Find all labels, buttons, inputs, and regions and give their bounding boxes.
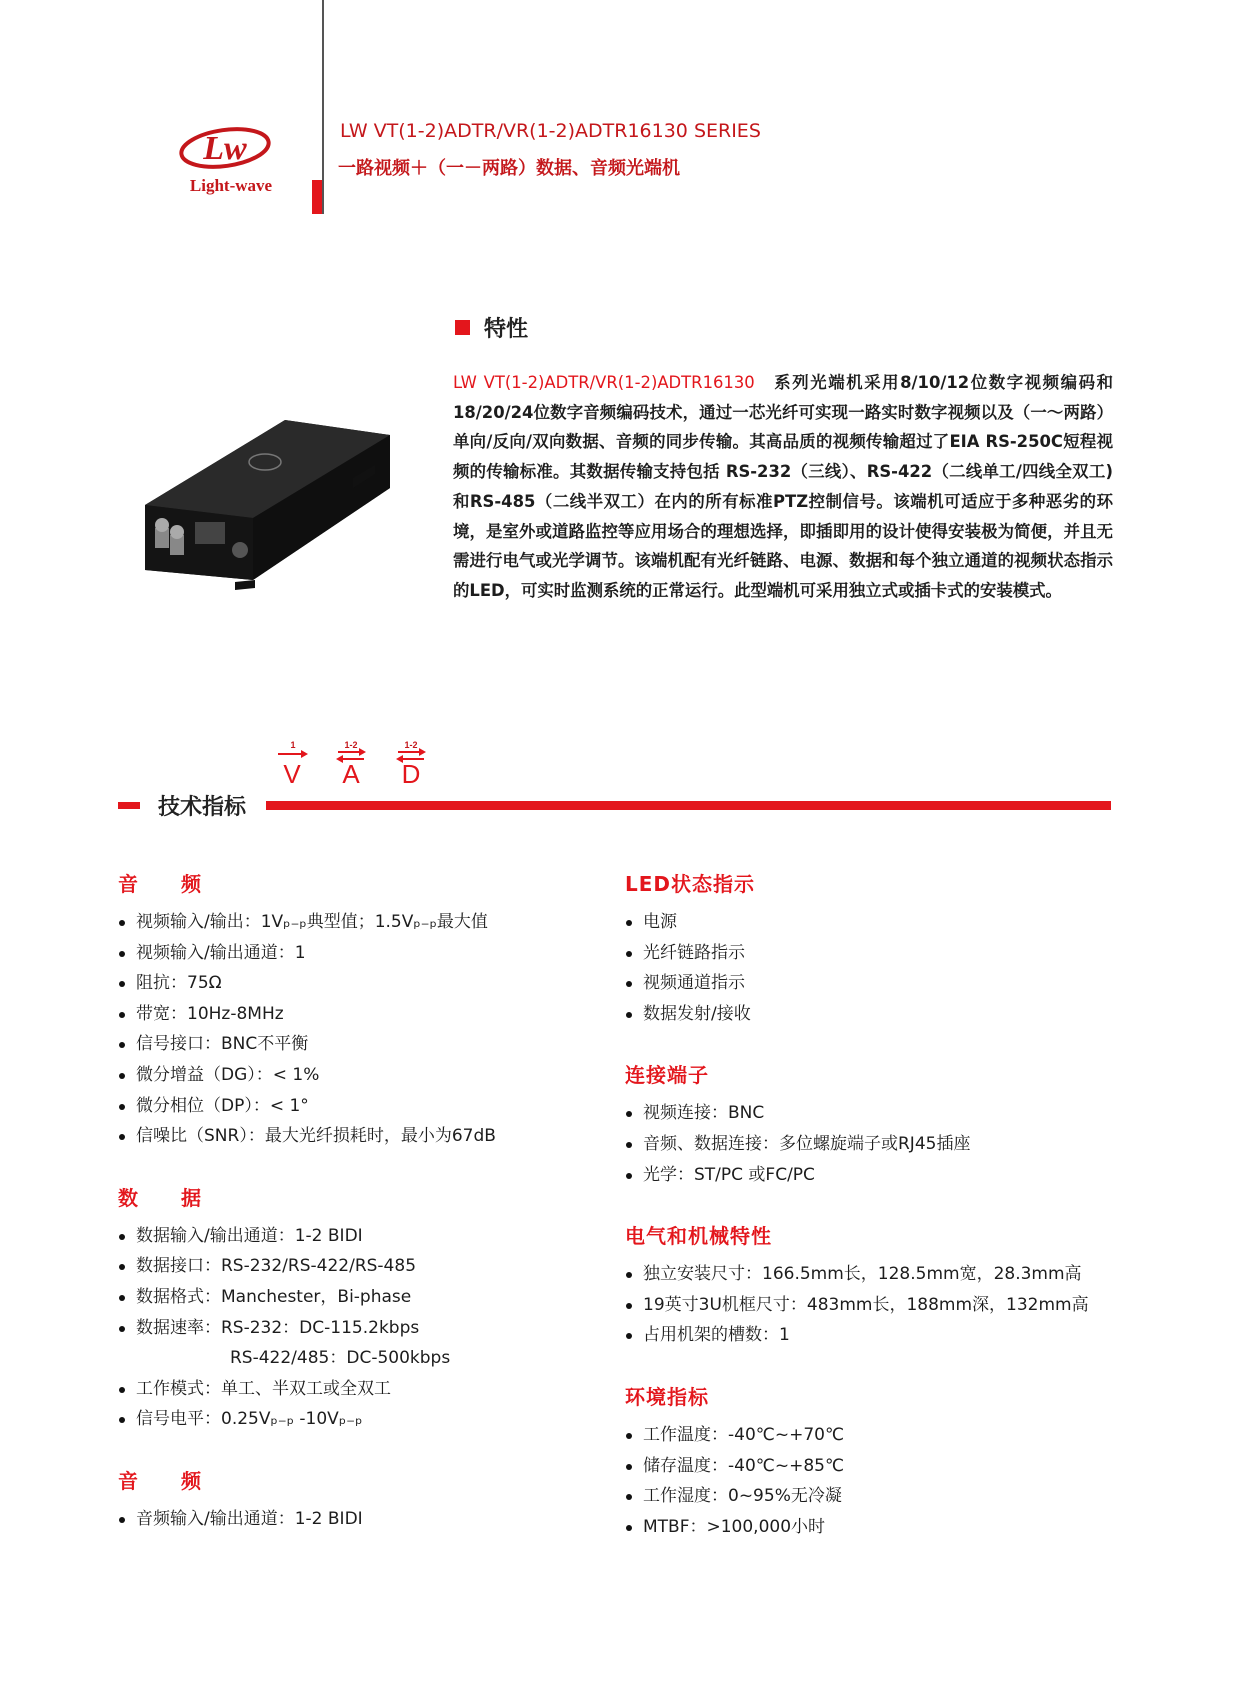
tech-heading xyxy=(118,790,246,821)
spec-item: 信号接口：BNC不平衡 xyxy=(118,1029,638,1060)
vad-indicator xyxy=(268,735,448,795)
tech-title: 技术指标 xyxy=(158,795,247,820)
features-heading xyxy=(455,312,528,343)
vad-a-letter: A xyxy=(342,759,360,789)
spec-item: 信噪比（SNR）：最大光纤损耗时，最小为67dB xyxy=(118,1121,638,1152)
spec-item: 视频输入/输出通道：1 xyxy=(118,938,638,969)
features-model: LW VT(1-2)ADTR/VR(1-2)ADTR16130 xyxy=(453,373,755,392)
vad-d-number: 1-2 xyxy=(404,740,418,750)
section-title: LED状态指示 xyxy=(625,872,756,896)
spec-item: 信号电平：0.25Vₚ₋ₚ -10Vₚ₋ₚ xyxy=(118,1404,638,1435)
spec-item: 储存温度：-40℃~+85℃ xyxy=(625,1451,1145,1482)
spec-item: 数据输入/输出通道：1-2 BIDI xyxy=(118,1221,638,1252)
section-video xyxy=(118,868,638,1152)
spec-item: 数据发射/接收 xyxy=(625,999,1145,1030)
heading-square-icon xyxy=(455,320,470,335)
vad-d-letter: D xyxy=(401,759,421,789)
header-divider-line xyxy=(322,0,324,214)
vad-v-letter: V xyxy=(283,759,301,789)
section-title: 电气和机械特性 xyxy=(625,1224,772,1249)
spec-item: 数据格式：Manchester，Bi-phase xyxy=(118,1282,638,1313)
spec-item: 19英寸3U机框尺寸：483mm长，188mm深，132mm高 xyxy=(625,1290,1145,1321)
section-title: 数 据 xyxy=(118,1185,202,1210)
header-red-marker xyxy=(312,180,322,214)
spec-item: MTBF：>100,000小时 xyxy=(625,1512,1145,1543)
spec-item: 数据接口：RS-232/RS-422/RS-485 xyxy=(118,1251,638,1282)
spec-item: 视频输入/输出：1Vₚ₋ₚ典型值；1.5Vₚ₋ₚ最大值 xyxy=(118,907,638,938)
spec-item: 视频通道指示 xyxy=(625,968,1145,999)
spec-item: 工作模式：单工、半双工或全双工 xyxy=(118,1374,638,1405)
product-image xyxy=(125,410,395,610)
section-title: 连接端子 xyxy=(625,1063,709,1088)
features-description xyxy=(453,368,1113,606)
spec-item: 微分增益（DG）：< 1% xyxy=(118,1060,638,1091)
spec-item: 数据速率：RS-232：DC-115.2kbps xyxy=(118,1313,638,1344)
section-audio xyxy=(118,1465,638,1535)
spec-item: 电源 xyxy=(625,907,1145,938)
vad-a-number: 1-2 xyxy=(344,740,358,750)
spec-item: 视频连接：BNC xyxy=(625,1098,1145,1129)
spec-item: 音频输入/输出通道：1-2 BIDI xyxy=(118,1504,638,1535)
spec-item: 音频、数据连接：多位螺旋端子或RJ45插座 xyxy=(625,1129,1145,1160)
spec-item: 光纤链路指示 xyxy=(625,938,1145,969)
features-title: 特性 xyxy=(484,317,529,342)
section-title: 环境指标 xyxy=(625,1384,709,1409)
tech-heading-bar xyxy=(266,801,1111,810)
spec-item: 工作湿度：0~95%无冷凝 xyxy=(625,1481,1145,1512)
spec-item: 光学：ST/PC 或FC/PC xyxy=(625,1160,1145,1191)
logo-text: Light-wave xyxy=(189,176,273,195)
series-title-cn: 一路视频＋（一－两路）数据、音频光端机 xyxy=(338,158,680,179)
spec-item: 占用机架的槽数：1 xyxy=(625,1320,1145,1351)
spec-item: 阻抗：75Ω xyxy=(118,968,638,999)
spec-item: 带宽：10Hz-8MHz xyxy=(118,999,638,1030)
spec-item-continuation: RS-422/485：DC-500kbps xyxy=(230,1348,451,1369)
series-title-en: LW VT(1-2)ADTR/VR(1-2)ADTR16130 SERIES xyxy=(340,120,761,142)
spec-item: 微分相位（DP）：< 1° xyxy=(118,1091,638,1122)
section-environment xyxy=(625,1381,1145,1542)
tech-heading-marker xyxy=(118,802,140,809)
section-title: 音 频 xyxy=(118,1468,202,1493)
specs-right-column xyxy=(625,868,1145,1572)
section-led-status xyxy=(625,868,1145,1029)
features-text: 系列光端机采用8/10/12位数字视频编码和18/20/24位数字音频编码技术，通过一芯光纤可实现一路实时数字视频以及（一～两路）单向/反向/双向数据、音频的同步传输。其高品质的视频传输超过了EIA RS-250C短程视频的传输标准。其数据传输支持包括 RS-232（三线）、RS-422（二线单工/四线全双工) 和RS-485（二线半双工）在内的所有标准PTZ控制信号。该端机可适应于多种恶劣的环境，是室外或道路监控等应用场合的理想选择，即插即用的设计使得安装极为简便，并且无需进行电气或光学调节。该端机配有光纤链路、电源、数据和每个独立通道的视频状态指示的LED，可实时监测系统的正常运行。此型端机可采用独立式或插卡式的安装模式。 xyxy=(453,373,1113,600)
logo-mark: Lw xyxy=(203,130,247,167)
vad-v-number: 1 xyxy=(290,740,296,750)
spec-item: 工作温度：-40℃~+70℃ xyxy=(625,1420,1145,1451)
section-electrical-mechanical xyxy=(625,1220,1145,1351)
section-title: 音 频 xyxy=(118,872,202,896)
section-data xyxy=(118,1182,638,1435)
section-connectors xyxy=(625,1059,1145,1190)
specs-left-column xyxy=(118,868,638,1565)
spec-item: 独立安装尺寸：166.5mm长，128.5mm宽，28.3mm高 xyxy=(625,1259,1145,1290)
